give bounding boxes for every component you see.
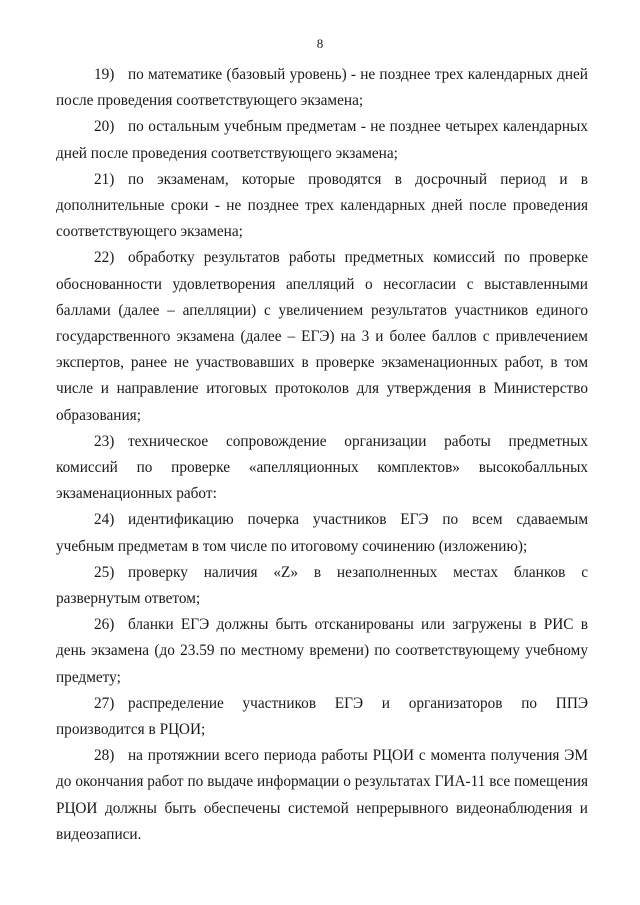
item-number: 24) <box>94 511 115 529</box>
item-text: идентификацию почерка участников ЕГЭ по всем сдаваемым учебным предметам в том числе по итоговому сочинению (изложению); <box>56 511 588 555</box>
item-text: по остальным учебным предметам - не позднее четырех календарных дней после проведения соответствующего экзамена; <box>56 118 588 162</box>
item-text: бланки ЕГЭ должны быть отсканированы или загружены в РИС в день экзамена (до 23.59 по местному времени) по соответствующему учебному предмету; <box>56 616 588 686</box>
list-item-21 <box>56 167 588 246</box>
item-text: обработку результатов работы предметных комиссий по проверке обоснованности удовлетворения апелляций о несогласии с выставленными баллами (далее – апелляции) с увеличением результатов участников единого государственного экзамена (далее – ЕГЭ) на 3 и более баллов с привлечением экспертов, ранее не участвовавших в проверке экзаменационных работ, в том числе и направление итоговых протоколов для утверждения в Министерство образования; <box>56 249 588 424</box>
list-item-26 <box>56 612 588 691</box>
page-number: 8 <box>316 36 324 51</box>
list-item-22 <box>56 245 588 428</box>
list-item-25 <box>56 560 588 612</box>
item-number: 21) <box>94 170 115 188</box>
item-number: 23) <box>94 432 115 450</box>
item-text: на протяжнии всего периода работы РЦОИ с момента получения ЭМ до окончания работ по выдаче информации о результатах ГИА-11 все помещения РЦОИ должны быть обеспечены системой непрерывного видеонаблюдения и видеозаписи. <box>56 747 588 843</box>
list-item-20 <box>56 114 588 166</box>
item-text: по математике (базовый уровень) - не позднее трех календарных дней после проведения соответствующего экзамена; <box>56 66 588 110</box>
item-number: 27) <box>94 694 115 712</box>
item-number: 26) <box>94 616 115 634</box>
list-item-24 <box>56 507 588 559</box>
item-number: 25) <box>94 563 115 581</box>
item-number: 28) <box>94 747 115 765</box>
item-number: 19) <box>94 66 115 83</box>
list-item-28 <box>56 743 588 848</box>
item-text: распределение участников ЕГЭ и организаторов по ППЭ производится в РЦОИ; <box>56 694 588 739</box>
list-item-19 <box>56 62 588 114</box>
item-number: 22) <box>94 249 115 267</box>
list-item-27 <box>56 691 588 743</box>
item-number: 20) <box>94 118 115 136</box>
list-item-23 <box>56 429 588 508</box>
item-text: по экзаменам, которые проводятся в досрочный период и в дополнительные сроки - не позднее трех календарных дней после проведения соответствующего экзамена; <box>56 170 588 241</box>
item-text: техническое сопровождение организации работы предметных комиссий по проверке «апелляционных комплектов» высокобалльных экзаменационных работ: <box>56 432 588 503</box>
document-body <box>56 62 588 848</box>
item-text: проверку наличия «Z» в незаполненных местах бланков с развернутым ответом; <box>56 563 588 608</box>
